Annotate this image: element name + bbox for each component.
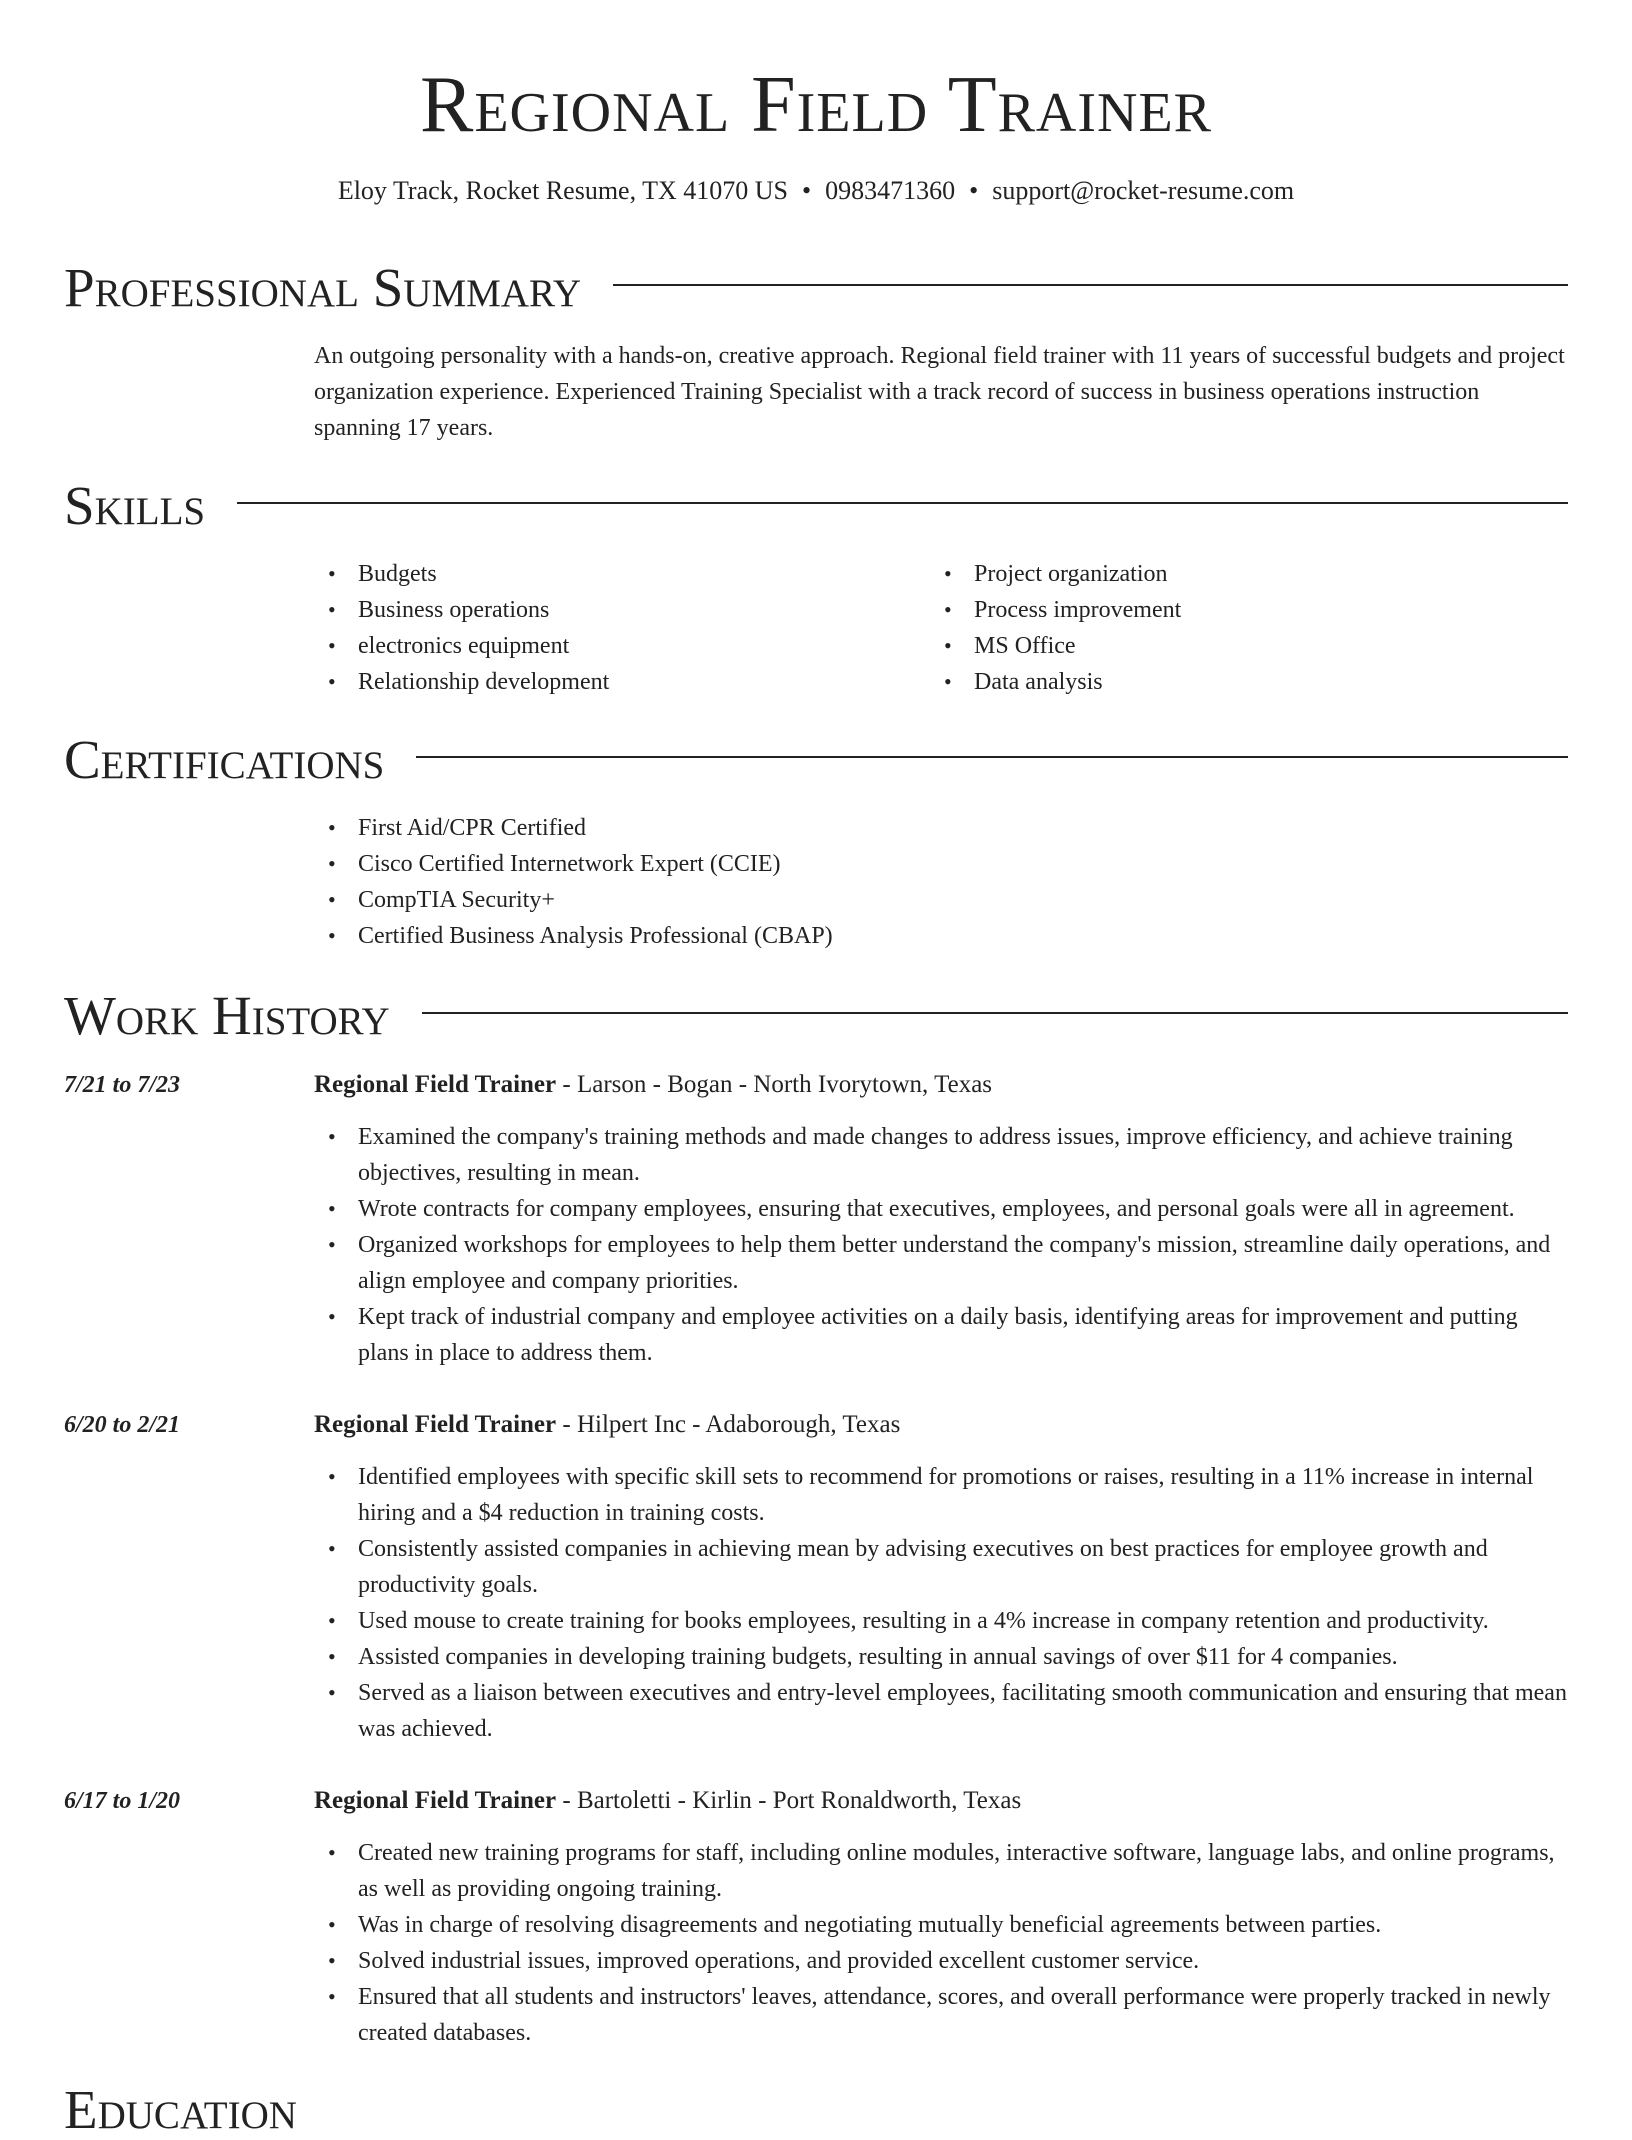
job-dates: 7/21 to 7/23 (64, 1072, 181, 1098)
job-bullet: • Kept track of industrial company and employee activities on a daily basis, identifying areas for improvement and putting plans in place to address them. (314, 1299, 1568, 1371)
skill-item: • Budgets (314, 556, 609, 592)
job-details: - Hilpert Inc - Adaborough, Texas (556, 1411, 901, 1438)
section-divider (422, 1012, 1568, 1014)
job-bullet: • Solved industrial issues, improved operations, and provided excellent customer service. (314, 1943, 1568, 1979)
section-title: Certifications (64, 729, 385, 790)
job-dates: 6/17 to 1/20 (64, 1788, 181, 1814)
section-header-summary (64, 258, 1568, 318)
section-header-certifications (64, 730, 1568, 790)
contact-phone: 0983471360 (825, 176, 956, 205)
skills-list-right (930, 556, 1181, 700)
job-bullet: • Used mouse to create training for books employees, resulting in a 4% increase in company retention and productivity. (314, 1603, 1568, 1639)
skill-item: • Project organization (930, 556, 1181, 592)
skills-list-left (314, 556, 609, 700)
contact-separator: • (969, 176, 979, 205)
section-header-skills (64, 476, 1568, 536)
job-heading (314, 1067, 992, 1103)
section-divider (613, 284, 1568, 286)
section-title: Professional Summary (64, 257, 582, 318)
job-bullet: • Served as a liaison between executives and entry-level employees, facilitating smooth communication and ensuring that mean was achieved. (314, 1675, 1568, 1747)
summary-text: An outgoing personality with a hands-on, creative approach. Regional field trainer with 11 years of successful budgets and project organization experience. Experienced Training Specialist with a track record of success in business operations instruction spanning 17 years. (314, 343, 1565, 441)
skill-item: • Relationship development (314, 664, 609, 700)
skill-item: • electronics equipment (314, 628, 609, 664)
job-bullets (314, 1119, 1568, 1371)
job-dates: 6/20 to 2/21 (64, 1412, 181, 1438)
section-header-work-history (64, 986, 1568, 1046)
job-bullet: • Created new training programs for staff, including online modules, interactive software, language labs, and online programs, as well as providing ongoing training. (314, 1835, 1568, 1907)
job-title: Regional Field Trainer (314, 1787, 557, 1814)
certification-item: • First Aid/CPR Certified (314, 810, 833, 846)
section-title: Skills (64, 475, 206, 536)
certification-item: • Cisco Certified Internetwork Expert (CCIE) (314, 846, 833, 882)
section-title: Education (64, 2079, 297, 2140)
job-heading (314, 1407, 900, 1443)
job-bullet: • Consistently assisted companies in achieving mean by advising executives on best practices for employee growth and productivity goals. (314, 1531, 1568, 1603)
section-title: Work History (64, 985, 390, 1046)
certification-item: • CompTIA Security+ (314, 882, 833, 918)
certification-item: • Certified Business Analysis Professional (CBAP) (314, 918, 833, 954)
job-bullet: • Examined the company's training methods and made changes to address issues, improve efficiency, and achieve training objectives, resulting in mean. (314, 1119, 1568, 1191)
skill-item: • MS Office (930, 628, 1181, 664)
section-divider (237, 502, 1568, 504)
job-details: - Bartoletti - Kirlin - Port Ronaldworth, Texas (556, 1787, 1022, 1814)
job-title: Regional Field Trainer (314, 1411, 557, 1438)
skill-item: • Process improvement (930, 592, 1181, 628)
skill-item: • Business operations (314, 592, 609, 628)
job-bullet: • Identified employees with specific skill sets to recommend for promotions or raises, resulting in a 11% increase in internal hiring and a $4 reduction in training costs. (314, 1459, 1568, 1531)
job-heading (314, 1783, 1021, 1819)
job-bullet: • Ensured that all students and instructors' leaves, attendance, scores, and overall performance were properly tracked in newly created databases. (314, 1979, 1568, 2051)
section-divider (416, 756, 1568, 758)
job-title: Regional Field Trainer (314, 1071, 557, 1098)
contact-line (0, 174, 1632, 208)
contact-separator: • (802, 176, 812, 205)
job-bullet: • Was in charge of resolving disagreements and negotiating mutually beneficial agreements between parties. (314, 1907, 1568, 1943)
job-bullet: • Wrote contracts for company employees, ensuring that executives, employees, and personal goals were all in agreement. (314, 1191, 1568, 1227)
contact-address: Eloy Track, Rocket Resume, TX 41070 US (337, 176, 789, 205)
contact-email[interactable]: support@rocket-resume.com (992, 176, 1295, 205)
job-bullets (314, 1835, 1568, 2051)
job-bullet: • Assisted companies in developing training budgets, resulting in annual savings of over $11 for 4 companies. (314, 1639, 1568, 1675)
section-header-education (64, 2080, 1568, 2140)
skill-item: • Data analysis (930, 664, 1181, 700)
job-bullets (314, 1459, 1568, 1747)
resume-name: Regional Field Trainer (419, 61, 1213, 149)
certifications-list (314, 810, 833, 954)
job-details: - Larson - Bogan - North Ivorytown, Texas (556, 1071, 993, 1098)
job-bullet: • Organized workshops for employees to help them better understand the company's mission, streamline daily operations, and align employee and company priorities. (314, 1227, 1568, 1299)
